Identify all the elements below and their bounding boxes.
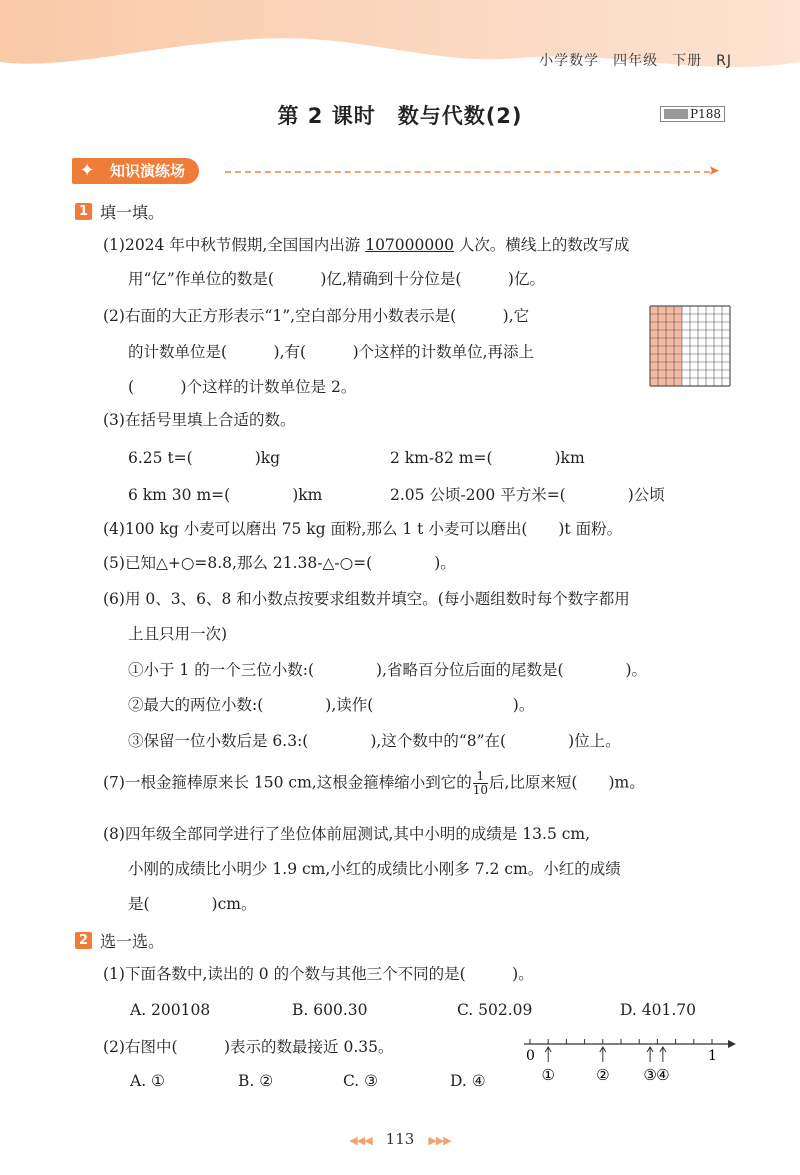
section-label: 知识演练场 [110,162,186,180]
right-arrows-icon: ▶▶▶ [428,1134,451,1147]
q2-2-option: D. ④ [450,1072,486,1090]
q1-8-line2: 小刚的成绩比小明少 1.9 cm,小红的成绩比小刚多 7.2 cm。小红的成绩 [128,860,621,878]
arrow-right-icon: ➤ [708,163,720,179]
series-edition: RJ [716,53,732,69]
q2-1-option: D. 401.70 [620,1001,696,1019]
question-title: 选一选。 [100,932,165,951]
q1-7-text-a: (7)一根金箍棒原来长 150 cm,这根金箍棒缩小到它的 [103,773,472,792]
series-volume: 下册 [672,53,703,69]
q2-2-option: A. ① [130,1072,165,1090]
q1-7-text-b: 后,比原来短( )m。 [488,773,645,792]
series-subject: 小学数学 [539,53,600,69]
q1-2-line3: ( )个这样的计数单位是 2。 [128,378,357,396]
fraction [473,770,488,797]
q1-1-line2: 用“亿”作单位的数是( )亿,精确到十分位是( )亿。 [128,270,545,288]
q2-2-option: C. ③ [343,1072,379,1090]
answer-page-ref [660,106,725,122]
series-grade: 四年级 [613,53,659,69]
axis-start-label: 0 [526,1048,535,1064]
q1-7 [103,770,645,797]
up-arrow-icon [545,1047,551,1062]
q1-6-line1: (6)用 0、3、6、8 和小数点按要求组数并填空。(每小题组数时每个数字都用 [103,590,630,608]
ref-icon [664,109,688,119]
axis-end-label: 1 [708,1048,717,1064]
up-arrow-icon [660,1047,666,1062]
page-ref-label: P188 [690,107,721,121]
q2-2: (2)右图中( )表示的数最接近 0.35。 [103,1038,394,1056]
point-label: ④ [656,1066,670,1084]
page-title: 第 2 课时 数与代数(2) [277,104,523,128]
up-arrow-icon [600,1047,606,1062]
page-footer [0,1130,800,1148]
q1-1-text-b: 人次。横线上的数改写成 [458,236,630,254]
q1-4: (4)100 kg 小麦可以磨出 75 kg 面粉,那么 1 t 小麦可以磨出( )t 面粉。 [103,520,623,538]
q2-1-option: A. 200108 [130,1001,211,1019]
q2-1: (1)下面各数中,读出的 0 的个数与其他三个不同的是( )。 [103,965,534,983]
header-banner [0,0,800,90]
q2-1-option: C. 502.09 [457,1001,533,1019]
book-series [525,50,732,70]
q1-1-number: 107000000 [365,236,454,254]
point-label: ② [596,1066,610,1084]
hundred-grid [649,305,731,387]
fraction-denominator: 10 [472,783,488,797]
q2-1-option: B. 600.30 [292,1001,368,1019]
q1-8-line1: (8)四年级全部同学进行了坐位体前屈测试,其中小明的成绩是 13.5 cm, [103,825,591,843]
axis-arrowhead [728,1040,736,1048]
q1-1-text-a: (1)2024 年中秋节假期,全国国内出游 [103,236,361,254]
q1-2-line2: 的计数单位是( ),有( )个这样的计数单位,再添上 [128,343,535,361]
q1-6-a: ①小于 1 的一个三位小数:( ),省略百分位后面的尾数是( )。 [128,661,648,679]
q1-6-c: ③保留一位小数后是 6.3:( ),这个数中的“8”在( )位上。 [128,732,621,750]
q1-2-line1: (2)右面的大正方形表示“1”,空白部分用小数表示是( ),它 [103,307,530,325]
q1-5: (5)已知△+○=8.8,那么 21.38-△-○=( )。 [103,554,456,572]
page-number: 113 [385,1130,415,1148]
q1-3-line1: (3)在括号里填上合适的数。 [103,411,296,429]
q1-6-line2: 上且只用一次) [128,625,228,643]
star-icon: ✦ [79,160,95,181]
q1-8-line3: 是( )cm。 [128,895,257,913]
point-label: ③ [643,1066,657,1084]
section-divider [225,171,710,173]
point-label: ① [541,1066,555,1084]
fraction-numerator: 1 [473,770,488,784]
q1-3-d: 2.05 公顷-200 平方米=( )公顷 [390,486,665,504]
q1-6-b: ②最大的两位小数:( ),读作( )。 [128,696,535,714]
q1-3-a: 6.25 t=( )kg [128,449,281,467]
q2-2-option: B. ② [238,1072,274,1090]
q1-3-b: 2 km-82 m=( )km [390,449,585,467]
q1-3-c: 6 km 30 m=( )km [128,486,323,504]
q1-1-line1 [103,234,629,256]
number-line [522,1030,737,1090]
question-number: 2 [75,932,92,949]
left-arrows-icon: ◀◀◀ [349,1134,372,1147]
question-title: 填一填。 [100,203,165,222]
up-arrow-icon [647,1047,653,1062]
question-number: 1 [75,203,92,220]
